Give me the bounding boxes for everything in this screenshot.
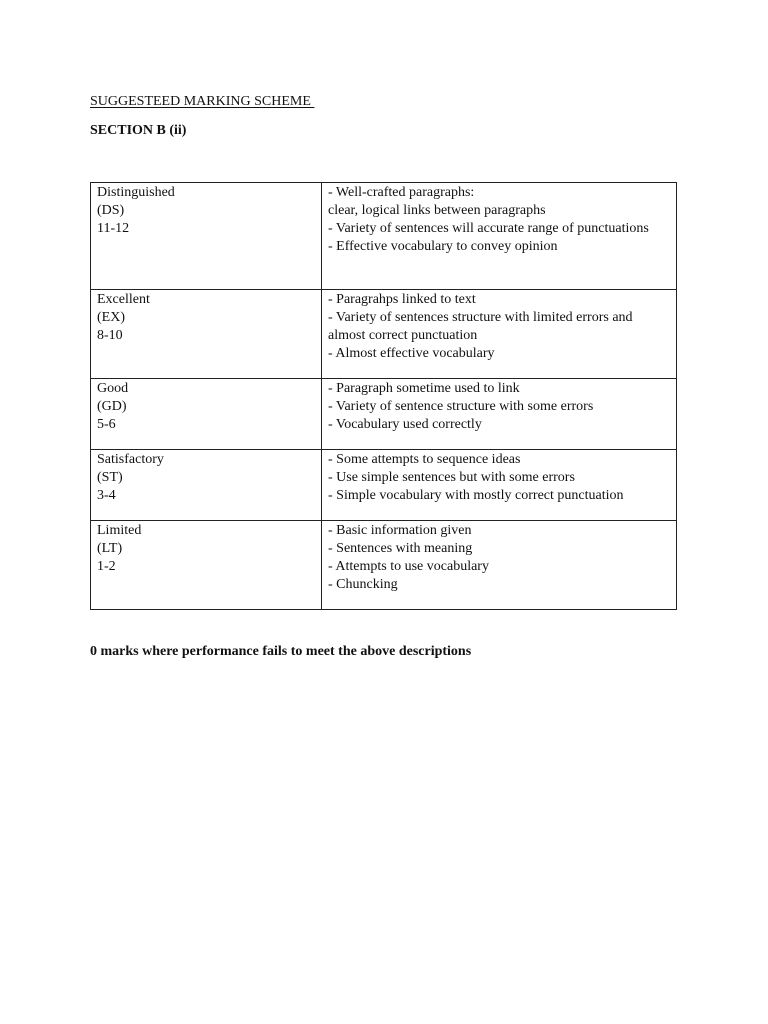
descriptor-line: - Variety of sentences will accurate range of punctuations [328,221,649,236]
descriptor-line: - Almost effective vocabulary [328,346,495,361]
page-title: SUGGESTEED MARKING SCHEME [90,94,315,109]
descriptor-line: - Use simple sentences but with some errors [328,470,575,485]
descriptor-cell [322,379,677,450]
descriptor-line: - Well-crafted paragraphs: [328,185,475,200]
level-cell [91,183,322,290]
level-marks: 1-2 [97,559,116,574]
descriptor-line: - Sentences with meaning [328,541,473,556]
descriptor-line: - Some attempts to sequence ideas [328,452,521,467]
level-cell [91,450,322,521]
descriptor-cell [322,450,677,521]
level-code: (DS) [97,203,125,218]
descriptor-cell [322,290,677,379]
level-name: Limited [97,523,142,538]
table-row [91,183,677,290]
level-marks: 5-6 [97,417,116,432]
descriptor-line: - Variety of sentences structure with limited errors and almost correct punctuation [328,310,637,343]
footer-note: 0 marks where performance fails to meet the above descriptions [90,644,472,659]
level-name: Excellent [97,292,150,307]
descriptor-line: - Attempts to use vocabulary [328,559,489,574]
level-name: Satisfactory [97,452,164,467]
table-row [91,450,677,521]
section-heading: SECTION B (ii) [90,123,187,138]
level-name: Distinguished [97,185,175,200]
level-cell [91,290,322,379]
descriptor-cell [322,521,677,610]
level-code: (GD) [97,399,127,414]
descriptor-cell [322,183,677,290]
level-marks: 8-10 [97,328,123,343]
descriptor-line: - Simple vocabulary with mostly correct punctuation [328,488,624,503]
table-row [91,379,677,450]
marking-scheme-table [90,182,677,610]
descriptor-line: - Vocabulary used correctly [328,417,482,432]
level-marks: 11-12 [97,221,130,236]
level-name: Good [97,381,129,396]
descriptor-line: - Chuncking [328,577,398,592]
level-code: (EX) [97,310,125,325]
descriptor-line: - Basic information given [328,523,472,538]
level-marks: 3-4 [97,488,116,503]
level-cell [91,521,322,610]
table-row [91,290,677,379]
descriptor-line: - Paragrahps linked to text [328,292,476,307]
descriptor-line: - Effective vocabulary to convey opinion [328,239,558,254]
descriptor-line: - Paragraph sometime used to link [328,381,520,396]
level-code: (LT) [97,541,123,556]
level-code: (ST) [97,470,123,485]
level-cell [91,379,322,450]
descriptor-line: clear, logical links between paragraphs [328,203,546,218]
descriptor-line: - Variety of sentence structure with some errors [328,399,594,414]
table-row [91,521,677,610]
